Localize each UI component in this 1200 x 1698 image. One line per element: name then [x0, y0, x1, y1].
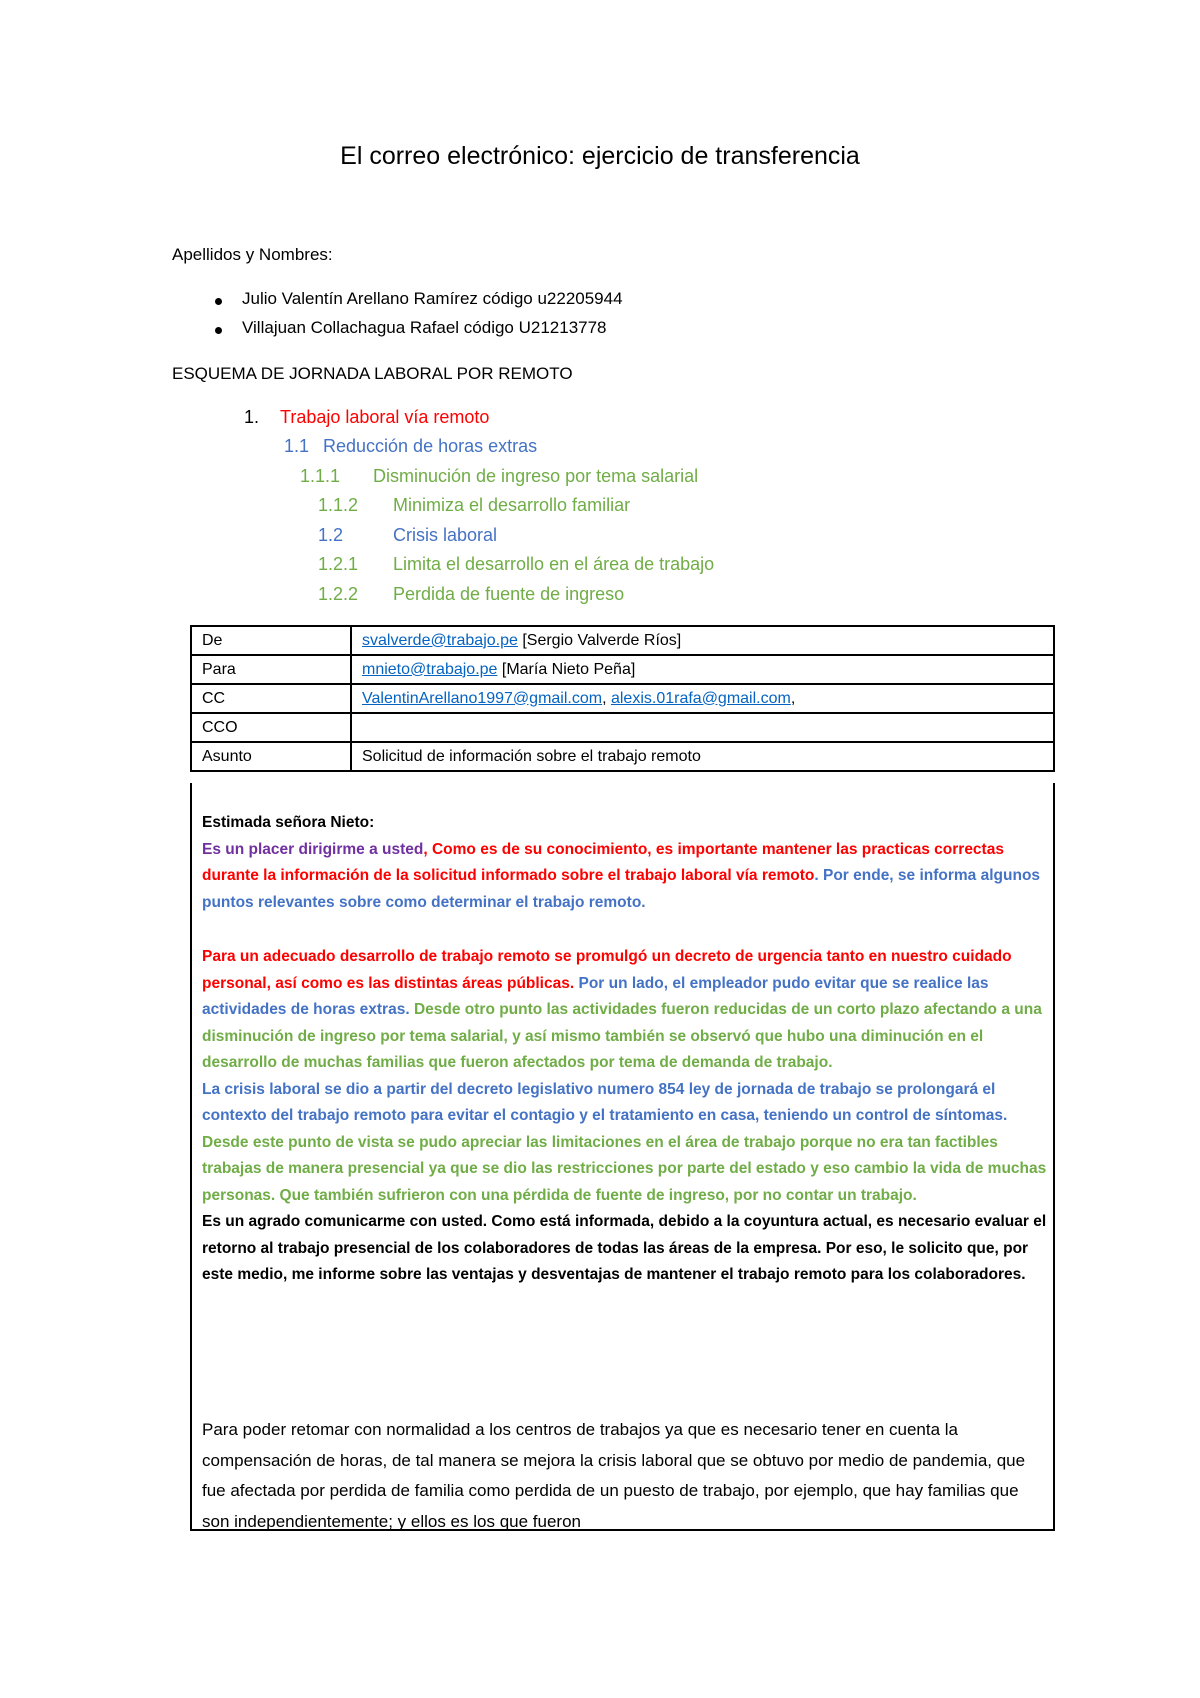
cc-end: ,	[790, 689, 796, 707]
cc-label: CC	[191, 684, 351, 713]
outline-number: 1.	[244, 407, 260, 427]
p1-blue: . Por ende, se informa algunos puntos relevantes sobre como determinar el trabajo remoto.	[202, 867, 1041, 911]
bullet-icon	[215, 327, 222, 334]
p2-red: Para un adecuado desarrollo de trabajo remoto se promulgó un decreto de urgencia tanto en nuestro cuidado personal, así como es las distintas áreas públicas.	[202, 948, 1012, 992]
email-header-table	[190, 625, 1055, 772]
outline-item: Limita el desarrollo en el área de trabajo	[393, 554, 715, 574]
bcc-value	[351, 713, 1054, 742]
from-name: [Sergio Valverde Ríos]	[517, 631, 682, 649]
p2-blue: Por un lado, el empleador pudo evitar que se realice las actividades de horas extras.	[202, 974, 989, 1018]
scheme-title: ESQUEMA DE JORNADA LABORAL POR REMOTO	[172, 364, 573, 383]
paragraph-4: Desde este punto de vista se pudo apreciar las limitaciones en el área de trabajo porque no era tan factibles trabajas de manera presencial ya que se dio las restricciones por parte del estado y eso cambio la vida de muchas personas. Que también sufrieron con una pérdida de fuente de ingreso, por no contar un trabajo.	[202, 1133, 1047, 1204]
outline-item: Trabajo laboral vía remoto	[280, 407, 490, 427]
cc-email-link-2[interactable]: alexis.01rafa@gmail.com	[610, 689, 791, 707]
cc-row	[191, 684, 1054, 713]
from-label: De	[191, 626, 351, 655]
subject-value: Solicitud de información sobre el trabajo remoto	[351, 742, 1054, 771]
bullet-icon	[215, 298, 222, 305]
to-row	[191, 655, 1054, 684]
cc-value	[351, 684, 1054, 713]
outline-item: Minimiza el desarrollo familiar	[393, 495, 631, 515]
student-name-1: Julio Valentín Arellano Ramírez código u22205944	[242, 289, 623, 308]
p1-red: , Como es de su conocimiento, es importante mantener las practicas correctas durante la información de la solicitud informado sobre el trabajo laboral vía remoto	[202, 840, 1004, 884]
outline-item: Crisis laboral	[393, 525, 498, 545]
cc-separator: ,	[602, 689, 611, 707]
subject-label: Asunto	[191, 742, 351, 771]
paragraph-5: Es un agrado comunicarme con usted. Como está informada, debido a la coyuntura actual, es necesario evaluar el retorno al trabajo presencial de los colaboradores de todas las áreas de la empresa. Por eso, le solicito que, por este medio, me informe sobre las ventajas y desventajas de mantener el trabajo remoto para los colaboradores.	[202, 1213, 1047, 1283]
bcc-label: CCO	[191, 713, 351, 742]
p1-purple: Es un placer dirigirme a usted	[202, 840, 424, 858]
outline-number: 1.2	[318, 525, 344, 545]
from-email-link[interactable]: svalverde@trabajo.pe	[362, 631, 518, 649]
p2-green: Desde otro punto las actividades fueron reducidas de un corto plazo afectando a una disminución de ingreso por tema salarial, y así mismo también se observó que hubo una diminución en el desarrollo de muchas familias que fueron afectados por tema de demanda de trabajo.	[202, 1001, 1042, 1071]
outline-item: Reducción de horas extras	[323, 436, 538, 456]
outline-number: 1.2.2	[318, 584, 359, 604]
outline-item: Disminución de ingreso por tema salarial	[373, 466, 699, 486]
names-label: Apellidos y Nombres:	[172, 245, 333, 264]
outline-number: 1.1.1	[300, 466, 341, 486]
paragraph-6: Para poder retomar con normalidad a los centros de trabajos ya que es necesario tener en cuenta la compensación de horas, de tal manera se mejora la crisis laboral que se obtuvo por medio de pandemia, que fue afectada por perdida de familia como perdida de un puesto de trabajo, por ejemplo, que hay familias que son independientemente; y ellos es los que fueron	[202, 1420, 1026, 1531]
subject-row	[191, 742, 1054, 771]
email-body	[202, 810, 1052, 1289]
from-value	[351, 626, 1054, 655]
outline-number: 1.2.1	[318, 554, 359, 574]
paragraph-2	[202, 944, 1052, 1077]
from-row	[191, 626, 1054, 655]
to-name: [María Nieto Peña]	[497, 660, 636, 678]
greeting: Estimada señora Nieto:	[202, 814, 375, 831]
bcc-row	[191, 713, 1054, 742]
student-name-2: Villajuan Collachagua Rafael código U21213778	[242, 318, 607, 337]
document-title: El correo electrónico: ejercicio de transferencia	[340, 142, 860, 170]
paragraph-1	[202, 837, 1052, 917]
outline-item: Perdida de fuente de ingreso	[393, 584, 625, 604]
outline-number: 1.1.2	[318, 495, 359, 515]
cc-email-link-1[interactable]: ValentinArellano1997@gmail.com	[362, 689, 603, 707]
to-value	[351, 655, 1054, 684]
to-label: Para	[191, 655, 351, 684]
outline-number: 1.1	[284, 436, 310, 456]
paragraph-3: La crisis laboral se dio a partir del decreto legislativo numero 854 ley de jornada de trabajo se prolongará el contexto del trabajo remoto para evitar el contagio y el tratamiento en casa, teniendo un control de síntomas.	[202, 1080, 1008, 1124]
to-email-link[interactable]: mnieto@trabajo.pe	[362, 660, 498, 678]
